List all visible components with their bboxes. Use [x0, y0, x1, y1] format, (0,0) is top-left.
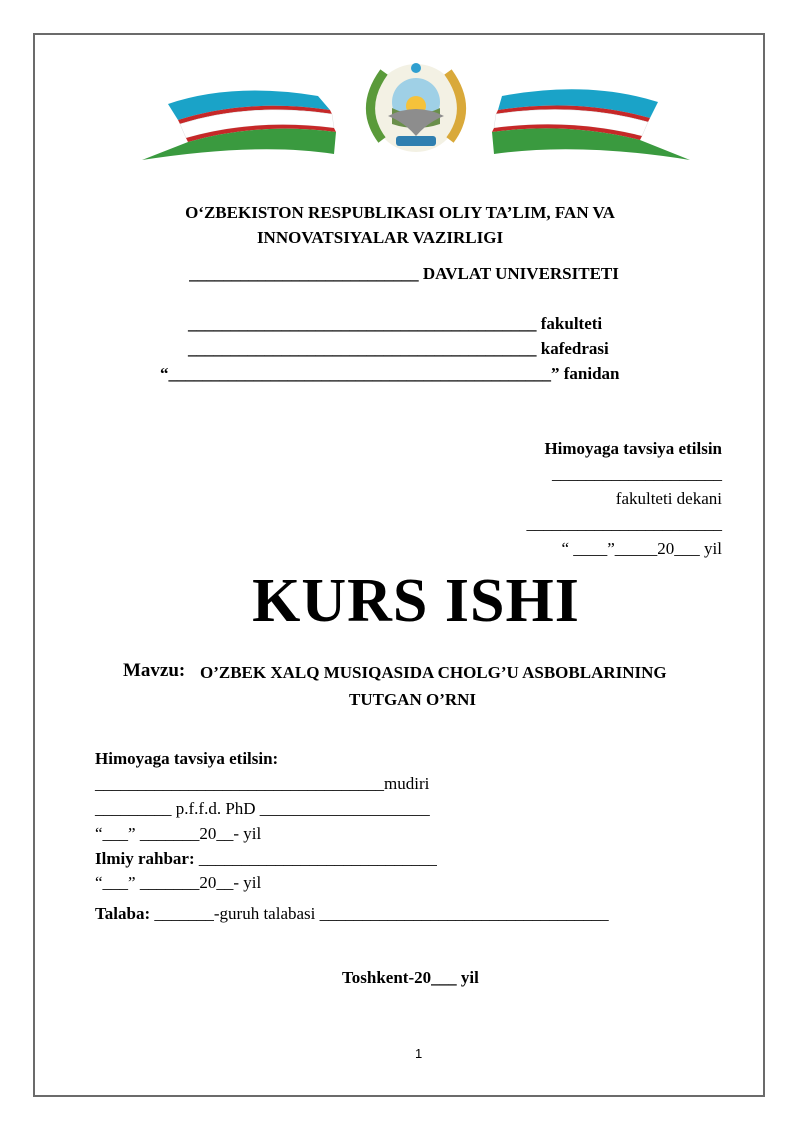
degree-line: _________ p.f.f.d. PhD ____________________ — [95, 799, 430, 818]
student-line: _______-guruh talabasi __________________________________ — [150, 904, 609, 923]
supervisor-line: ____________________________ — [194, 849, 437, 868]
approval-line-2: _______________________ — [526, 514, 722, 533]
department-head-line: __________________________________mudiri — [95, 774, 430, 793]
approval-date: “ ____”_____20___ yil — [561, 539, 722, 558]
department-line: _________________________________________ kafedrasi — [188, 339, 609, 358]
university-line: ___________________________ DAVLAT UNIVERSITETI — [189, 264, 619, 283]
document-title: KURS ISHI — [252, 567, 580, 635]
faculty-line: _________________________________________ fakulteti — [188, 314, 603, 333]
coat-of-arms-icon — [370, 63, 461, 152]
topic-label: Mavzu: — [123, 660, 186, 681]
topic-line-2: TUTGAN O’RNI — [349, 690, 477, 709]
ministry-line-1: O‘ZBEKISTON RESPUBLIKASI OLIY TA’LIM, FAN VA — [185, 203, 615, 222]
ministry-line-2: INNOVATSIYALAR VAZIRLIGI — [256, 228, 504, 247]
subject-line: “_____________________________________________” fanidan — [160, 364, 620, 383]
defense-date-2: “___” _______20__- yil — [95, 873, 262, 892]
dean-label: fakulteti dekani — [615, 489, 722, 508]
supervisor-row — [95, 849, 437, 869]
defense-title: Himoyaga tavsiya etilsin: — [95, 749, 279, 768]
student-label: Talaba: — [95, 904, 151, 923]
city-year: Toshkent-20___ yil — [342, 968, 479, 987]
approval-signature-line: ____________________ — [552, 464, 722, 483]
page-border — [33, 33, 765, 1097]
page-number: 1 — [415, 1046, 423, 1061]
approval-title: Himoyaga tavsiya etilsin — [544, 439, 722, 458]
defense-date-1: “___” _______20__- yil — [95, 824, 262, 843]
student-row — [95, 904, 609, 924]
supervisor-label: Ilmiy rahbar: — [95, 849, 195, 868]
topic-line-1: O’ZBEK XALQ MUSIQASIDA CHOLG’U ASBOBLARINING — [200, 663, 667, 682]
flag-emblem-image — [138, 62, 694, 162]
